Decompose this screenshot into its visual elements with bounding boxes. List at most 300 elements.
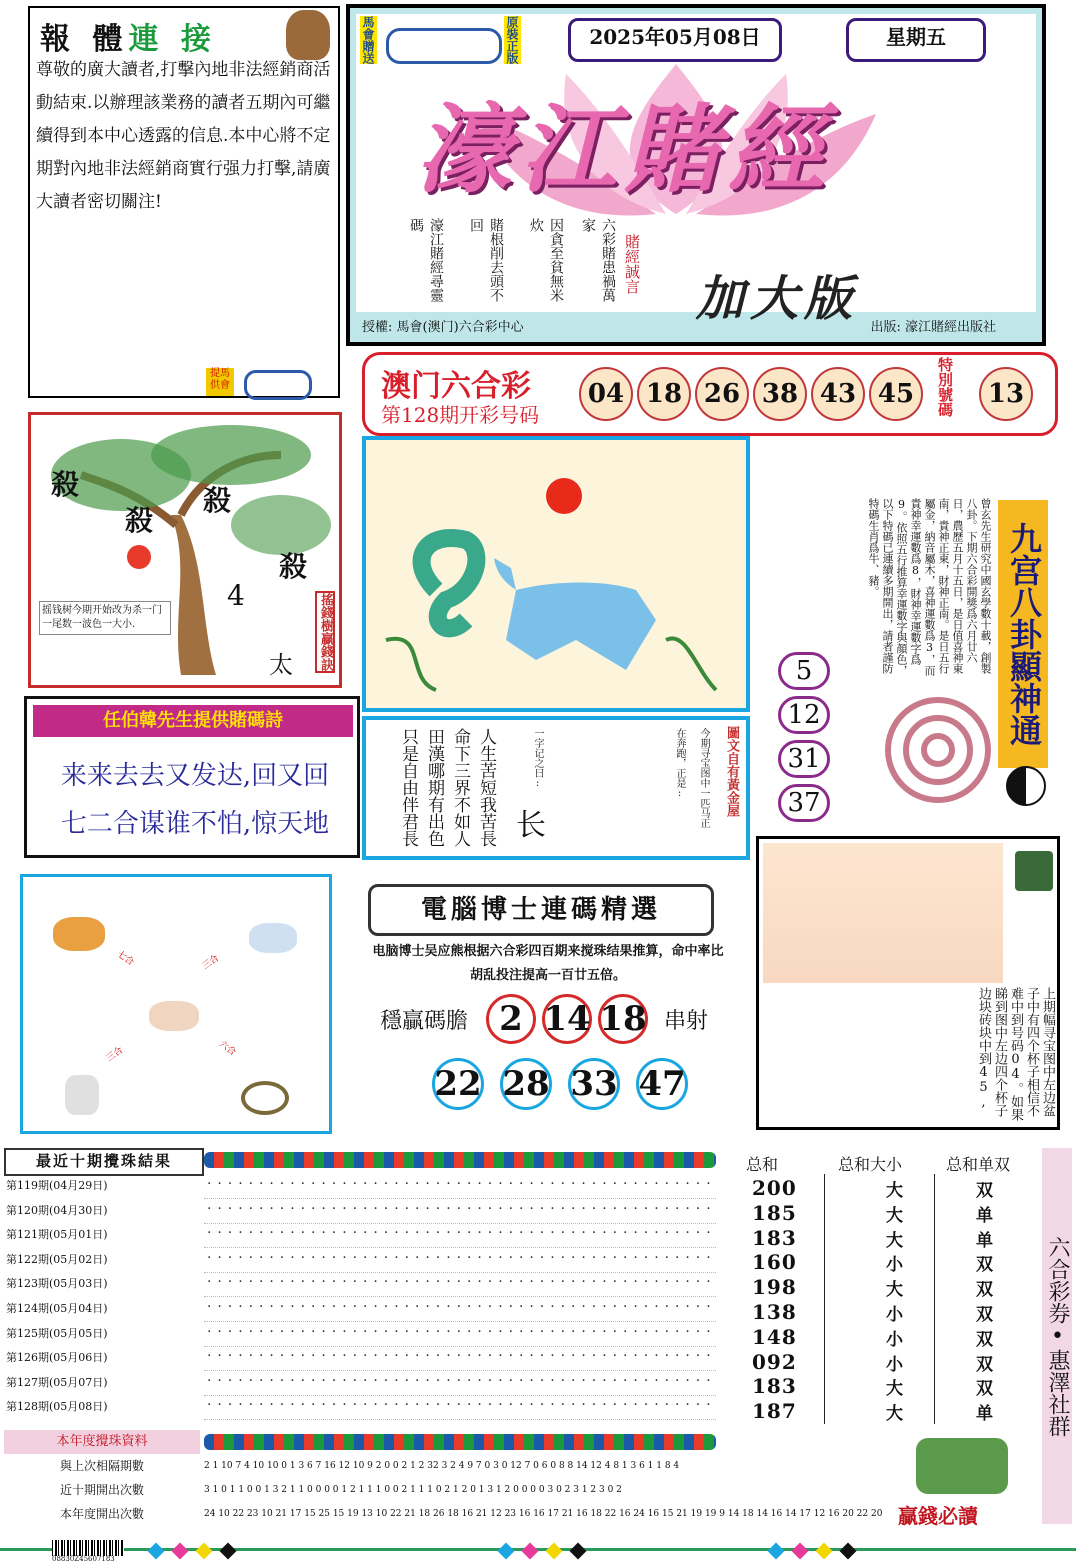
dot-mark: · bbox=[550, 1348, 555, 1365]
dot-mark: · bbox=[498, 1397, 503, 1414]
dot-mark: · bbox=[560, 1372, 566, 1389]
dot-mark: · bbox=[539, 1299, 545, 1315]
horse-illustration bbox=[366, 440, 746, 708]
dot-mark: · bbox=[612, 1397, 618, 1414]
dot-mark: · bbox=[477, 1225, 482, 1242]
extra-ball: 28 bbox=[500, 1058, 552, 1110]
dot-mark: · bbox=[363, 1348, 368, 1365]
dot-mark: · bbox=[404, 1274, 410, 1291]
dot-grid bbox=[204, 1199, 716, 1224]
dot-mark: · bbox=[539, 1176, 545, 1192]
poem-line-2: 七二合谋谁不怕,惊天地 bbox=[60, 809, 330, 839]
dot-mark: · bbox=[695, 1176, 701, 1192]
dot-mark: · bbox=[321, 1397, 326, 1414]
dot-mark: · bbox=[446, 1348, 451, 1365]
dot-mark: · bbox=[539, 1348, 545, 1365]
dot-mark: · bbox=[591, 1323, 597, 1340]
riddle-hint-a: 在奔跑，正是: bbox=[674, 728, 685, 799]
notice-body: 尊敬的廣大讀者,打擊內地非法經銷商活動結束.以辦理該業務的讀者五期內可繼續得到本中心透露的信息.本中心將不定期對內地非法經銷商實行强力打擊,請廣大讀者密切關注! bbox=[36, 60, 331, 212]
extra-ball: 47 bbox=[636, 1058, 688, 1110]
dot-mark: · bbox=[467, 1372, 472, 1389]
dot-mark: · bbox=[623, 1397, 628, 1414]
dot-mark: · bbox=[467, 1200, 472, 1217]
dot-mark: · bbox=[290, 1176, 295, 1192]
dot-mark: · bbox=[404, 1397, 410, 1414]
jiugong-title: 九宫八卦顯神通 bbox=[998, 500, 1048, 768]
tree-note: 摇钱树今期开始改为杀一门一尾数一波色一大小. bbox=[39, 601, 171, 635]
dot-mark: · bbox=[404, 1323, 410, 1340]
dot-mark: · bbox=[290, 1299, 295, 1315]
kill-mark: 殺 bbox=[125, 504, 154, 537]
dot-mark: · bbox=[643, 1348, 649, 1365]
dot-mark: · bbox=[425, 1225, 430, 1242]
dot-mark: · bbox=[238, 1372, 243, 1389]
dot-mark: · bbox=[227, 1299, 233, 1315]
number-ball: 45 bbox=[869, 367, 923, 421]
dot-mark: · bbox=[519, 1249, 524, 1266]
dot-mark: · bbox=[352, 1274, 358, 1291]
dot-mark: · bbox=[456, 1225, 462, 1242]
snake-icon bbox=[241, 1081, 289, 1115]
kill-mark: 殺 bbox=[203, 484, 232, 517]
lottery-name: 澳门六合彩 bbox=[381, 369, 531, 404]
dot-mark: · bbox=[373, 1372, 378, 1389]
dot-mark: · bbox=[550, 1225, 555, 1242]
dot-mark: · bbox=[519, 1323, 524, 1340]
dot-mark: · bbox=[581, 1176, 586, 1192]
sum-value: 138 bbox=[752, 1300, 797, 1324]
dot-mark: · bbox=[623, 1225, 628, 1242]
dot-mark: · bbox=[404, 1200, 410, 1217]
dot-mark: · bbox=[508, 1348, 514, 1365]
dot-mark: · bbox=[685, 1372, 690, 1389]
dot-mark: · bbox=[248, 1200, 254, 1217]
dot-mark: · bbox=[487, 1299, 493, 1315]
subtitle: 加大版 bbox=[696, 271, 859, 327]
lottery-results bbox=[362, 352, 1058, 436]
dot-mark: · bbox=[654, 1200, 659, 1217]
dot-mark: · bbox=[425, 1274, 430, 1291]
dot-mark: · bbox=[279, 1274, 285, 1291]
jiugong-ball: 12 bbox=[778, 696, 830, 734]
dot-mark: · bbox=[311, 1323, 316, 1340]
dot-mark: · bbox=[279, 1249, 285, 1266]
riddle-word: 长 bbox=[516, 808, 546, 843]
relation-label: 六合 bbox=[216, 1039, 238, 1058]
dot-mark: · bbox=[591, 1249, 597, 1266]
dot-mark: · bbox=[383, 1323, 389, 1340]
dot-mark: · bbox=[498, 1372, 503, 1389]
dot-mark: · bbox=[248, 1176, 254, 1192]
dot-mark: · bbox=[633, 1249, 638, 1266]
dot-mark: · bbox=[331, 1348, 337, 1365]
sum-parity-value: 双 bbox=[976, 1354, 994, 1375]
dot-mark: · bbox=[456, 1372, 462, 1389]
dot-mark: · bbox=[602, 1176, 607, 1192]
diamond-decoration bbox=[570, 1543, 587, 1560]
dot-mark: · bbox=[311, 1176, 316, 1192]
dot-mark: · bbox=[207, 1299, 212, 1315]
dot-mark: · bbox=[394, 1348, 399, 1365]
dot-mark: · bbox=[643, 1249, 649, 1266]
dot-mark: · bbox=[685, 1323, 690, 1340]
dot-mark: · bbox=[269, 1225, 274, 1242]
dot-mark: · bbox=[612, 1225, 618, 1242]
notice-header-b: 連 接 bbox=[128, 22, 217, 57]
dot-mark: · bbox=[259, 1323, 264, 1340]
dot-mark: · bbox=[623, 1323, 628, 1340]
dot-mark: · bbox=[477, 1274, 482, 1291]
dot-mark: · bbox=[477, 1397, 482, 1414]
history-row bbox=[4, 1272, 716, 1296]
dot-mark: · bbox=[623, 1200, 628, 1217]
dot-mark: · bbox=[487, 1348, 493, 1365]
number-ball: 26 bbox=[695, 367, 749, 421]
dot-mark: · bbox=[654, 1372, 659, 1389]
dot-mark: · bbox=[498, 1274, 503, 1291]
number-header-strip bbox=[204, 1152, 716, 1168]
dot-mark: · bbox=[477, 1372, 482, 1389]
dot-mark: · bbox=[363, 1323, 368, 1340]
dot-mark: · bbox=[706, 1274, 711, 1291]
dot-mark: · bbox=[435, 1176, 441, 1192]
dot-mark: · bbox=[664, 1397, 670, 1414]
doctor-title: 電腦博士連碼精選 bbox=[368, 884, 714, 936]
dot-mark: · bbox=[227, 1348, 233, 1365]
sum-table bbox=[720, 1148, 1040, 1428]
dot-mark: · bbox=[519, 1372, 524, 1389]
dot-mark: · bbox=[342, 1397, 347, 1414]
dot-mark: · bbox=[269, 1299, 274, 1315]
dot-mark: · bbox=[508, 1299, 514, 1315]
dot-mark: · bbox=[571, 1372, 576, 1389]
masthead-inner bbox=[356, 14, 1036, 327]
extra-ball: 33 bbox=[568, 1058, 620, 1110]
dot-mark: · bbox=[654, 1176, 659, 1192]
dot-mark: · bbox=[227, 1225, 233, 1242]
dot-mark: · bbox=[415, 1249, 420, 1266]
main-ball: 18 bbox=[598, 994, 648, 1044]
dot-mark: · bbox=[342, 1249, 347, 1266]
treasure-text: 上期幅寻宝图中左边盆子中有四个杯子相信不难中到号码04。如果睇到图中左边四个杯子边块砖块中到45, bbox=[976, 987, 1055, 1121]
dot-mark: · bbox=[529, 1200, 534, 1217]
dot-mark: · bbox=[456, 1397, 462, 1414]
dot-mark: · bbox=[685, 1176, 690, 1192]
dot-mark: · bbox=[633, 1200, 638, 1217]
barcode-number: 08830Z45607183 bbox=[52, 1555, 115, 1563]
dot-mark: · bbox=[415, 1348, 420, 1365]
treasure-horse-picture bbox=[362, 436, 750, 712]
dot-mark: · bbox=[207, 1323, 212, 1340]
dot-mark: · bbox=[706, 1299, 711, 1315]
dot-mark: · bbox=[394, 1372, 399, 1389]
dot-mark: · bbox=[643, 1225, 649, 1242]
sum-size-header: 总和大小 bbox=[838, 1155, 903, 1174]
dot-mark: · bbox=[456, 1200, 462, 1217]
jiugong-numbers bbox=[778, 652, 830, 822]
dot-mark: · bbox=[259, 1372, 264, 1389]
dot-mark: · bbox=[238, 1274, 243, 1291]
dot-mark: · bbox=[321, 1348, 326, 1365]
dot-mark: · bbox=[487, 1397, 493, 1414]
dot-mark: · bbox=[529, 1397, 534, 1414]
book-icon bbox=[1015, 851, 1053, 891]
history-row bbox=[4, 1297, 716, 1321]
dot-mark: · bbox=[259, 1299, 264, 1315]
dot-mark: · bbox=[227, 1176, 233, 1192]
dot-mark: · bbox=[269, 1274, 274, 1291]
dot-mark: · bbox=[695, 1372, 701, 1389]
dot-mark: · bbox=[373, 1249, 378, 1266]
dot-mark: · bbox=[394, 1200, 399, 1217]
riddle-col-1: 人生苦短我苦長 bbox=[476, 728, 496, 847]
dot-mark: · bbox=[571, 1249, 576, 1266]
dot-mark: · bbox=[706, 1200, 711, 1217]
diamond-decoration bbox=[840, 1543, 857, 1560]
period-label: 第125期(05月05日) bbox=[6, 1326, 108, 1340]
dot-mark: · bbox=[685, 1249, 690, 1266]
dot-mark: · bbox=[321, 1249, 326, 1266]
dot-mark: · bbox=[435, 1397, 441, 1414]
dot-mark: · bbox=[425, 1372, 430, 1389]
dot-mark: · bbox=[550, 1249, 555, 1266]
horse-head-icon bbox=[286, 10, 330, 60]
period-label: 第128期(05月08日) bbox=[6, 1400, 108, 1414]
masthead bbox=[346, 4, 1046, 346]
pig-icon bbox=[149, 1001, 199, 1031]
dot-mark: · bbox=[446, 1200, 451, 1217]
dot-mark: · bbox=[654, 1348, 659, 1365]
main-ball: 2 bbox=[486, 994, 536, 1044]
dot-mark: · bbox=[311, 1225, 316, 1242]
dot-mark: · bbox=[571, 1299, 576, 1315]
dot-mark: · bbox=[695, 1397, 701, 1414]
sum-size-value: 大 bbox=[886, 1379, 904, 1400]
dot-mark: · bbox=[664, 1299, 670, 1315]
dot-mark: · bbox=[290, 1225, 295, 1242]
dot-mark: · bbox=[259, 1225, 264, 1242]
dot-grid bbox=[204, 1272, 716, 1297]
dot-mark: · bbox=[571, 1348, 576, 1365]
dot-mark: · bbox=[290, 1397, 295, 1414]
dot-mark: · bbox=[331, 1249, 337, 1266]
dot-mark: · bbox=[591, 1299, 597, 1315]
date-pill: 2025年05月08日 bbox=[568, 18, 782, 62]
history-row bbox=[4, 1199, 716, 1223]
dot-mark: · bbox=[456, 1249, 462, 1266]
dot-mark: · bbox=[238, 1225, 243, 1242]
dot-mark: · bbox=[207, 1176, 212, 1192]
dot-mark: · bbox=[477, 1299, 482, 1315]
dot-mark: · bbox=[602, 1323, 607, 1340]
dot-mark: · bbox=[279, 1176, 285, 1192]
period-label: 第121期(05月01日) bbox=[6, 1228, 108, 1242]
dot-mark: · bbox=[352, 1299, 358, 1315]
history-row bbox=[4, 1395, 716, 1419]
dot-mark: · bbox=[643, 1274, 649, 1291]
number-ball: 18 bbox=[637, 367, 691, 421]
dot-mark: · bbox=[290, 1249, 295, 1266]
dot-mark: · bbox=[706, 1323, 711, 1340]
dot-mark: · bbox=[581, 1225, 586, 1242]
treasure-picture bbox=[763, 843, 1003, 983]
stats-row-label: 本年度開出次數 bbox=[59, 1507, 144, 1521]
diamond-decoration bbox=[148, 1543, 165, 1560]
dot-mark: · bbox=[519, 1397, 524, 1414]
dot-mark: · bbox=[539, 1323, 545, 1340]
dot-mark: · bbox=[695, 1348, 701, 1365]
dot-mark: · bbox=[331, 1225, 337, 1242]
dot-mark: · bbox=[342, 1348, 347, 1365]
history-row bbox=[4, 1223, 716, 1247]
dot-mark: · bbox=[425, 1249, 430, 1266]
dot-mark: · bbox=[487, 1225, 493, 1242]
rabbit-icon bbox=[249, 923, 297, 953]
dot-mark: · bbox=[415, 1274, 420, 1291]
dot-mark: · bbox=[560, 1397, 566, 1414]
dot-mark: · bbox=[695, 1200, 701, 1217]
dot-mark: · bbox=[571, 1200, 576, 1217]
dot-mark: · bbox=[633, 1397, 638, 1414]
dot-mark: · bbox=[560, 1176, 566, 1192]
dot-mark: · bbox=[560, 1200, 566, 1217]
dot-mark: · bbox=[217, 1348, 222, 1365]
dot-mark: · bbox=[342, 1200, 347, 1217]
win-label: 贏錢必讀 bbox=[898, 1504, 978, 1528]
dot-mark: · bbox=[675, 1225, 680, 1242]
stats-row-label: 近十期開出次數 bbox=[59, 1483, 144, 1497]
relation-label: 三合 bbox=[104, 1045, 126, 1064]
dot-mark: · bbox=[539, 1372, 545, 1389]
dot-mark: · bbox=[311, 1348, 316, 1365]
dot-mark: · bbox=[342, 1372, 347, 1389]
sum-value: 187 bbox=[752, 1399, 797, 1424]
dot-mark: · bbox=[435, 1274, 441, 1291]
dot-mark: · bbox=[477, 1176, 482, 1192]
dot-mark: · bbox=[259, 1200, 264, 1217]
diamond-decoration bbox=[792, 1543, 809, 1560]
dot-mark: · bbox=[685, 1348, 690, 1365]
dot-mark: · bbox=[664, 1249, 670, 1266]
dot-mark: · bbox=[415, 1299, 420, 1315]
dot-mark: · bbox=[217, 1176, 222, 1192]
dot-mark: · bbox=[706, 1372, 711, 1389]
period-label: 第124期(05月04日) bbox=[6, 1302, 108, 1315]
dot-mark: · bbox=[602, 1225, 607, 1242]
dot-mark: · bbox=[591, 1372, 597, 1389]
dot-mark: · bbox=[550, 1274, 555, 1291]
dot-mark: · bbox=[477, 1348, 482, 1365]
dot-mark: · bbox=[207, 1225, 212, 1242]
dot-mark: · bbox=[352, 1200, 358, 1217]
side-vertical-label: 六合彩券•惠澤社群 bbox=[1042, 1148, 1072, 1524]
sum-parity-value: 单 bbox=[976, 1404, 994, 1425]
dot-mark: · bbox=[331, 1200, 337, 1217]
dot-mark: · bbox=[498, 1348, 503, 1365]
motto-col-4: 六彩賭患禍萬家 bbox=[580, 218, 616, 302]
dot-grid bbox=[204, 1371, 716, 1396]
dot-mark: · bbox=[591, 1274, 597, 1291]
period-label: 第127期(05月07日) bbox=[6, 1375, 108, 1389]
sum-size-value: 小 bbox=[886, 1354, 904, 1375]
history-row bbox=[4, 1322, 716, 1346]
diamond-decoration bbox=[522, 1543, 539, 1560]
main-ball: 14 bbox=[542, 994, 592, 1044]
dot-mark: · bbox=[654, 1397, 659, 1414]
dot-mark: · bbox=[446, 1225, 451, 1242]
number-header-strip bbox=[204, 1434, 716, 1450]
dot-mark: · bbox=[248, 1249, 254, 1266]
dot-mark: · bbox=[508, 1249, 514, 1266]
dot-mark: · bbox=[217, 1323, 222, 1340]
dot-mark: · bbox=[352, 1249, 358, 1266]
dot-mark: · bbox=[363, 1372, 368, 1389]
dot-mark: · bbox=[529, 1274, 534, 1291]
dot-mark: · bbox=[435, 1323, 441, 1340]
dot-mark: · bbox=[633, 1176, 638, 1192]
dot-mark: · bbox=[581, 1249, 586, 1266]
diamond-decoration bbox=[220, 1543, 237, 1560]
dot-mark: · bbox=[300, 1225, 306, 1242]
dot-mark: · bbox=[363, 1274, 368, 1291]
notice-header-a: 報 體 bbox=[40, 22, 129, 57]
sum-parity-value: 单 bbox=[976, 1205, 994, 1226]
dot-mark: · bbox=[279, 1225, 285, 1242]
badge-left: 馬會贈送 bbox=[361, 16, 375, 64]
dot-mark: · bbox=[550, 1323, 555, 1340]
publisher-text: 出版: 濠江賭經出版社 bbox=[870, 320, 996, 335]
authority-text: 授權: 馬會(澳门)六合彩中心 bbox=[362, 320, 524, 335]
dot-mark: · bbox=[529, 1299, 534, 1315]
dot-mark: · bbox=[363, 1200, 368, 1217]
jiugong-ball: 31 bbox=[778, 740, 830, 778]
dot-mark: · bbox=[394, 1249, 399, 1266]
dot-mark: · bbox=[591, 1397, 597, 1414]
dot-mark: · bbox=[487, 1249, 493, 1266]
notice-box bbox=[28, 6, 340, 398]
special-label: 特別號碼 bbox=[936, 357, 954, 417]
sum-parity-value: 双 bbox=[976, 1181, 994, 1201]
dot-grid bbox=[204, 1395, 716, 1420]
dot-mark: · bbox=[207, 1249, 212, 1266]
number-ball: 43 bbox=[811, 367, 865, 421]
sum-divider bbox=[934, 1174, 935, 1424]
dot-mark: · bbox=[394, 1225, 399, 1242]
dot-mark: · bbox=[623, 1176, 628, 1192]
dot-mark: · bbox=[664, 1274, 670, 1291]
dot-mark: · bbox=[279, 1200, 285, 1217]
dot-mark: · bbox=[633, 1299, 638, 1315]
dot-mark: · bbox=[238, 1397, 243, 1414]
number-ball: 04 bbox=[579, 367, 633, 421]
diamond-decoration bbox=[172, 1543, 189, 1560]
dot-mark: · bbox=[706, 1397, 711, 1414]
dot-mark: · bbox=[539, 1249, 545, 1266]
dot-mark: · bbox=[654, 1225, 659, 1242]
dot-grid bbox=[204, 1322, 716, 1347]
tree-size: 太 bbox=[269, 651, 293, 679]
dot-mark: · bbox=[279, 1299, 285, 1315]
dot-mark: · bbox=[227, 1249, 233, 1266]
tree-label: 搖錢樹贏錢訣 bbox=[315, 591, 335, 673]
dot-mark: · bbox=[612, 1348, 618, 1365]
dot-mark: · bbox=[238, 1249, 243, 1266]
dot-mark: · bbox=[467, 1397, 472, 1414]
dot-mark: · bbox=[446, 1176, 451, 1192]
dot-mark: · bbox=[487, 1176, 493, 1192]
dot-mark: · bbox=[560, 1323, 566, 1340]
dot-mark: · bbox=[675, 1397, 680, 1414]
